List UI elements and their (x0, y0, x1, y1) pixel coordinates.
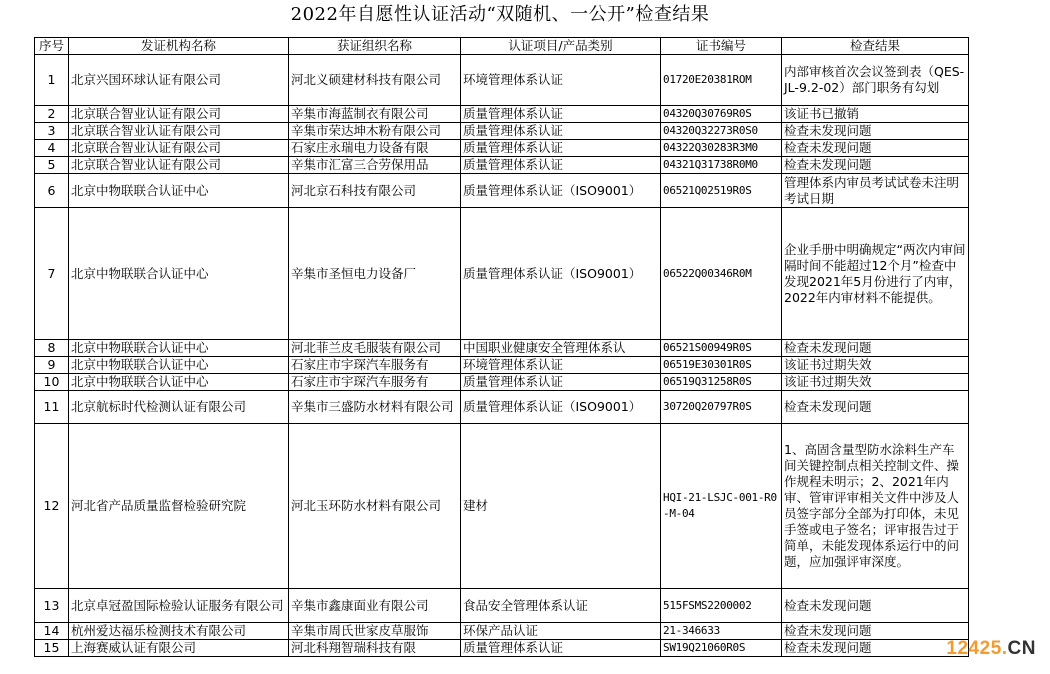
cell-result: 内部审核首次会议签到表（QES-JL-9.2-02）部门职务有勾划 (782, 55, 969, 106)
watermark-tld: CN (1007, 638, 1036, 659)
cell-seq: 7 (35, 208, 69, 340)
cell-seq: 12 (35, 424, 69, 589)
cell-seq: 2 (35, 106, 69, 123)
table-row (35, 174, 969, 208)
cell-result: 检查未发现问题 (782, 340, 969, 357)
cell-cert: 515FSMS2200002 (661, 589, 782, 623)
cell-issuer: 北京联合智业认证有限公司 (69, 123, 289, 140)
cell-holder: 石家庄永瑞电力设备有限 (289, 140, 461, 157)
cell-issuer: 北京航标时代检测认证有限公司 (69, 391, 289, 424)
watermark-dot: . (1001, 638, 1008, 659)
cell-seq: 1 (35, 55, 69, 106)
cell-holder: 河北菲兰皮毛服装有限公司 (289, 340, 461, 357)
cell-seq: 6 (35, 174, 69, 208)
cell-cert: 04322Q30283R3M0 (661, 140, 782, 157)
table-row (35, 374, 969, 391)
cell-cert: 04320Q32273R0S0 (661, 123, 782, 140)
cell-holder: 辛集市汇富三合劳保用品 (289, 157, 461, 174)
cell-issuer: 北京中物联联合认证中心 (69, 374, 289, 391)
table-header-row (35, 38, 969, 55)
cell-result: 检查未发现问题 (782, 623, 969, 640)
cell-cert: 30720Q20797R0S (661, 391, 782, 424)
cell-result: 检查未发现问题 (782, 157, 969, 174)
cell-result: 该证书过期失效 (782, 374, 969, 391)
cell-cert: 06519E30301R0S (661, 357, 782, 374)
cell-issuer: 北京卓冠盈国际检验认证服务有限公司 (69, 589, 289, 623)
cell-cert: 04320Q30769R0S (661, 106, 782, 123)
cell-holder: 石家庄市宇琛汽车服务有 (289, 374, 461, 391)
cell-item: 质量管理体系认证 (461, 640, 661, 657)
cell-holder: 辛集市圣恒电力设备厂 (289, 208, 461, 340)
cell-result: 检查未发现问题 (782, 123, 969, 140)
cell-item: 质量管理体系认证 (461, 123, 661, 140)
cell-cert: HQI-21-LSJC-001-R0-M-04 (661, 424, 782, 589)
cell-seq: 8 (35, 340, 69, 357)
cell-issuer: 北京中物联联合认证中心 (69, 357, 289, 374)
cell-issuer: 北京联合智业认证有限公司 (69, 140, 289, 157)
watermark-number: 12425 (946, 638, 1002, 659)
table-row (35, 55, 969, 106)
cell-issuer: 北京中物联联合认证中心 (69, 208, 289, 340)
cell-item: 质量管理体系认证 (461, 106, 661, 123)
cell-issuer: 杭州爱达福乐检测技术有限公司 (69, 623, 289, 640)
cell-item: 质量管理体系认证 (461, 374, 661, 391)
cell-issuer: 北京中物联联合认证中心 (69, 340, 289, 357)
cell-holder: 河北玉环防水材料有限公司 (289, 424, 461, 589)
table-row (35, 157, 969, 174)
cell-item: 质量管理体系认证 (461, 157, 661, 174)
cell-cert: 06522Q00346R0M (661, 208, 782, 340)
cell-holder: 辛集市荣达坤木粉有限公司 (289, 123, 461, 140)
cell-seq: 14 (35, 623, 69, 640)
cell-seq: 10 (35, 374, 69, 391)
table-row (35, 208, 969, 340)
header-holder: 获证组织名称 (289, 38, 461, 55)
cell-seq: 5 (35, 157, 69, 174)
cell-holder: 辛集市周氏世家皮草服饰 (289, 623, 461, 640)
cell-seq: 13 (35, 589, 69, 623)
cell-holder: 河北科翔智瑞科技有限 (289, 640, 461, 657)
cell-cert: 01720E20381ROM (661, 55, 782, 106)
cell-result: 管理体系内审员考试试卷未注明考试日期 (782, 174, 969, 208)
cell-result: 检查未发现问题 (782, 589, 969, 623)
cell-result: 该证书过期失效 (782, 357, 969, 374)
inspection-results-table (34, 37, 969, 657)
cell-item: 环境管理体系认证 (461, 357, 661, 374)
cell-result: 该证书已撤销 (782, 106, 969, 123)
table-row (35, 623, 969, 640)
cell-seq: 4 (35, 140, 69, 157)
table-row (35, 140, 969, 157)
cell-seq: 15 (35, 640, 69, 657)
cell-holder: 河北义硕建材科技有限公司 (289, 55, 461, 106)
table-row (35, 589, 969, 623)
cell-cert: 06519Q31258R0S (661, 374, 782, 391)
table-row (35, 391, 969, 424)
cell-cert: 06521S00949R0S (661, 340, 782, 357)
cell-issuer: 北京联合智业认证有限公司 (69, 157, 289, 174)
table-row (35, 424, 969, 589)
header-cert: 证书编号 (661, 38, 782, 55)
cell-issuer: 北京中物联联合认证中心 (69, 174, 289, 208)
cell-cert: 21-346633 (661, 623, 782, 640)
table-row (35, 340, 969, 357)
cell-item: 质量管理体系认证（ISO9001） (461, 208, 661, 340)
cell-cert: 06521Q02519R0S (661, 174, 782, 208)
cell-item: 环保产品认证 (461, 623, 661, 640)
cell-item: 建材 (461, 424, 661, 589)
cell-item: 质量管理体系认证（ISO9001） (461, 391, 661, 424)
header-item: 认证项目/产品类别 (461, 38, 661, 55)
cell-issuer: 北京兴国环球认证有限公司 (69, 55, 289, 106)
cell-holder: 辛集市三盛防水材料有限公司 (289, 391, 461, 424)
cell-result: 企业手册中明确规定“两次内审间隔时间不能超过12个月”检查中发现2021年5月份进行了内审，2022年内审材料不能提供。 (782, 208, 969, 340)
cell-seq: 11 (35, 391, 69, 424)
cell-holder: 辛集市鑫康面业有限公司 (289, 589, 461, 623)
cell-issuer: 北京联合智业认证有限公司 (69, 106, 289, 123)
cell-item: 环境管理体系认证 (461, 55, 661, 106)
cell-result: 检查未发现问题 (782, 640, 969, 657)
cell-cert: 04321Q31738R0M0 (661, 157, 782, 174)
cell-cert: SW19Q21060R0S (661, 640, 782, 657)
table-body (35, 55, 969, 657)
table-row (35, 640, 969, 657)
header-issuer: 发证机构名称 (69, 38, 289, 55)
table-row (35, 123, 969, 140)
cell-result: 检查未发现问题 (782, 391, 969, 424)
cell-issuer: 上海赛威认证有限公司 (69, 640, 289, 657)
cell-holder: 辛集市海蓝制衣有限公司 (289, 106, 461, 123)
cell-result: 1、高固含量型防水涂料生产车间关键控制点相关控制文件、操作规程未明示；2、2021年内审、管审评审相关文件中涉及人员签字部分全部为打印体，未见手签或电子签名；评审报告过于简单，未能发现体系运行中的问题，应加强评审深度。 (782, 424, 969, 589)
table-row (35, 357, 969, 374)
cell-seq: 3 (35, 123, 69, 140)
table-row (35, 106, 969, 123)
header-seq: 序号 (35, 38, 69, 55)
site-watermark (946, 638, 1036, 660)
cell-holder: 石家庄市宇琛汽车服务有 (289, 357, 461, 374)
cell-item: 质量管理体系认证 (461, 140, 661, 157)
header-result: 检查结果 (782, 38, 969, 55)
cell-holder: 河北京石科技有限公司 (289, 174, 461, 208)
cell-item: 中国职业健康安全管理体系认 (461, 340, 661, 357)
cell-item: 质量管理体系认证（ISO9001） (461, 174, 661, 208)
cell-issuer: 河北省产品质量监督检验研究院 (69, 424, 289, 589)
cell-result: 检查未发现问题 (782, 140, 969, 157)
page-title: 2022年自愿性认证活动“双随机、一公开”检查结果 (290, 4, 710, 25)
cell-seq: 9 (35, 357, 69, 374)
cell-item: 食品安全管理体系认证 (461, 589, 661, 623)
